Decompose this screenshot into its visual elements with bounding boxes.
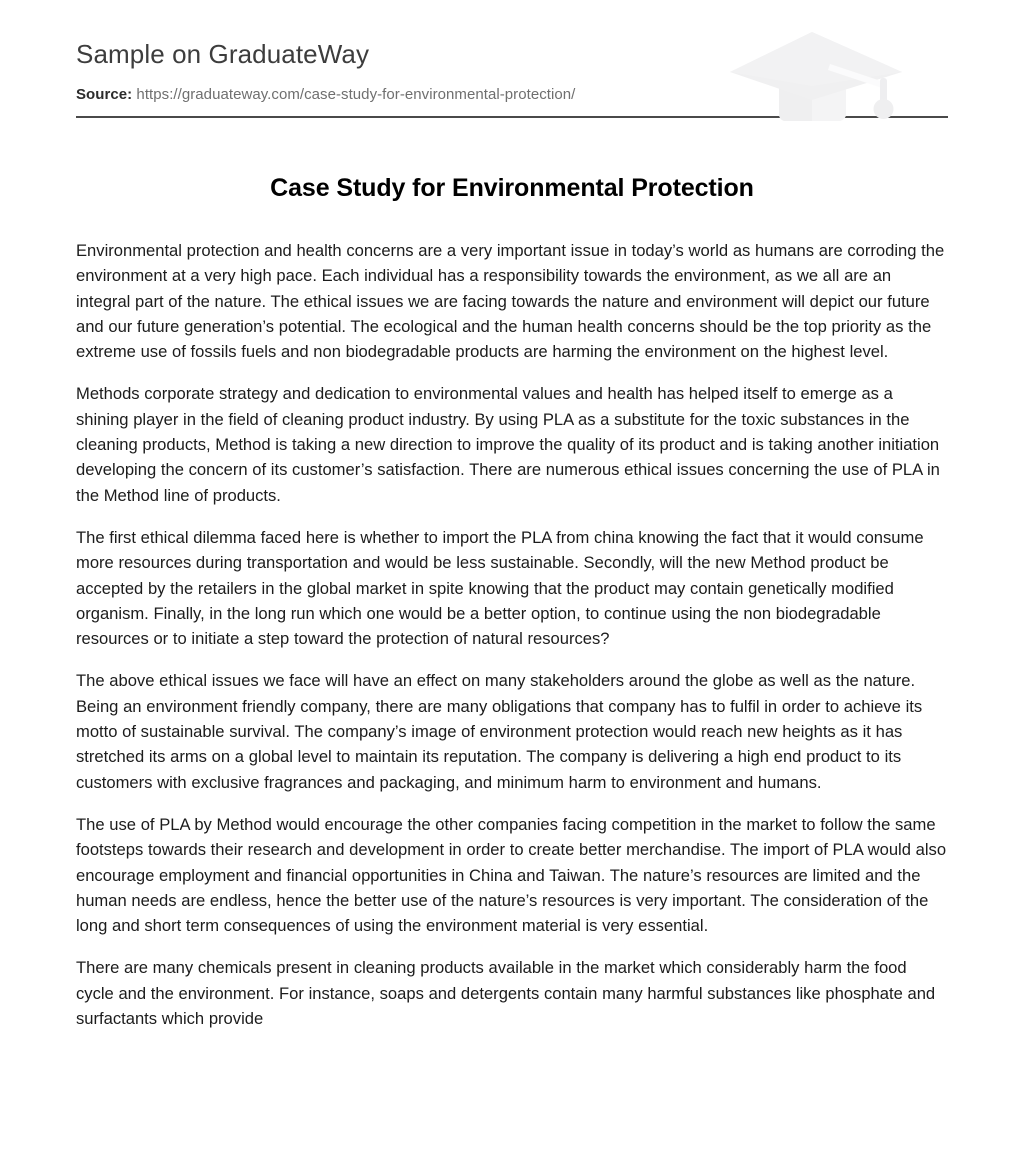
paragraph: The first ethical dilemma faced here is whether to import the PLA from china knowing the fact that it would consume more resources during transportation and would be less sustainable. Secondly, will the new Method product be accepted by the retailers in the global market in spite knowing that the product may contain genetically modified organism. Finally, in the long run which one would be a better option, to continue using the non biodegradable resources or to initiate a step toward the protection of natural resources? — [76, 527, 924, 649]
paragraph: Methods corporate strategy and dedication to environmental values and health has helped itself to emerge as a shining player in the field of cleaning product industry. By using PLA as a substitute for the toxic substances in the cleaning products, Method is taking a new direction to improve the quality of its product and is taking another initiation developing the concern of its customer’s satisfaction. There are numerous ethical issues concerning the use of PLA in the Method line of products. — [76, 384, 940, 505]
source-label: Source: — [76, 85, 133, 103]
source-url[interactable]: https://graduateway.com/case-study-for-environmental-protection/ — [136, 85, 576, 103]
paragraph: There are many chemicals present in cleaning products available in the market which considerably harm the food cycle and the environment. For instance, soaps and detergents contain many harmful substances like phosphate and surfactants which provide — [76, 958, 936, 1029]
paragraph: The above ethical issues we face will have an effect on many stakeholders around the globe as well as the nature. Being an environment friendly company, there are many obligations that company has to fulfil in order to achieve its motto of sustainable survival. The company’s image of environment protection would reach new heights as it has stretched its arms on a global level to maintain its reputation. The company is delivering a high end product to its customers with exclusive fragrances and packaging, and minimum harm to environment and humans. — [76, 671, 923, 792]
paragraph: Environmental protection and health concerns are a very important issue in today’s world as humans are corroding the environment at a very high pace. Each individual has a responsibility towards the environment, as we all are an integral part of the nature. The ethical issues we are facing towards the nature and environment will depict our future and our future generation’s potential. The ecological and the human health concerns should be the top priority as the extreme use of fossils fuels and non biodegradable products are harming the environment on the highest level. — [76, 241, 945, 362]
paragraph: The use of PLA by Method would encourage the other companies facing competition in the market to follow the same footsteps towards their research and development in order to create better merchandise. The import of PLA would also encourage employment and financial opportunities in China and Taiwan. The nature’s resources are limited and the human needs are endless, hence the better use of the nature’s resources is very important. The consideration of the long and short term consequences of using the environment material is very essential. — [76, 814, 947, 936]
page-header — [76, 0, 948, 116]
page-title: Case Study for Environmental Protection — [270, 174, 754, 202]
source-line — [76, 69, 948, 103]
brand-title: Sample on GraduateWay — [76, 39, 370, 69]
document-body — [76, 203, 948, 1031]
